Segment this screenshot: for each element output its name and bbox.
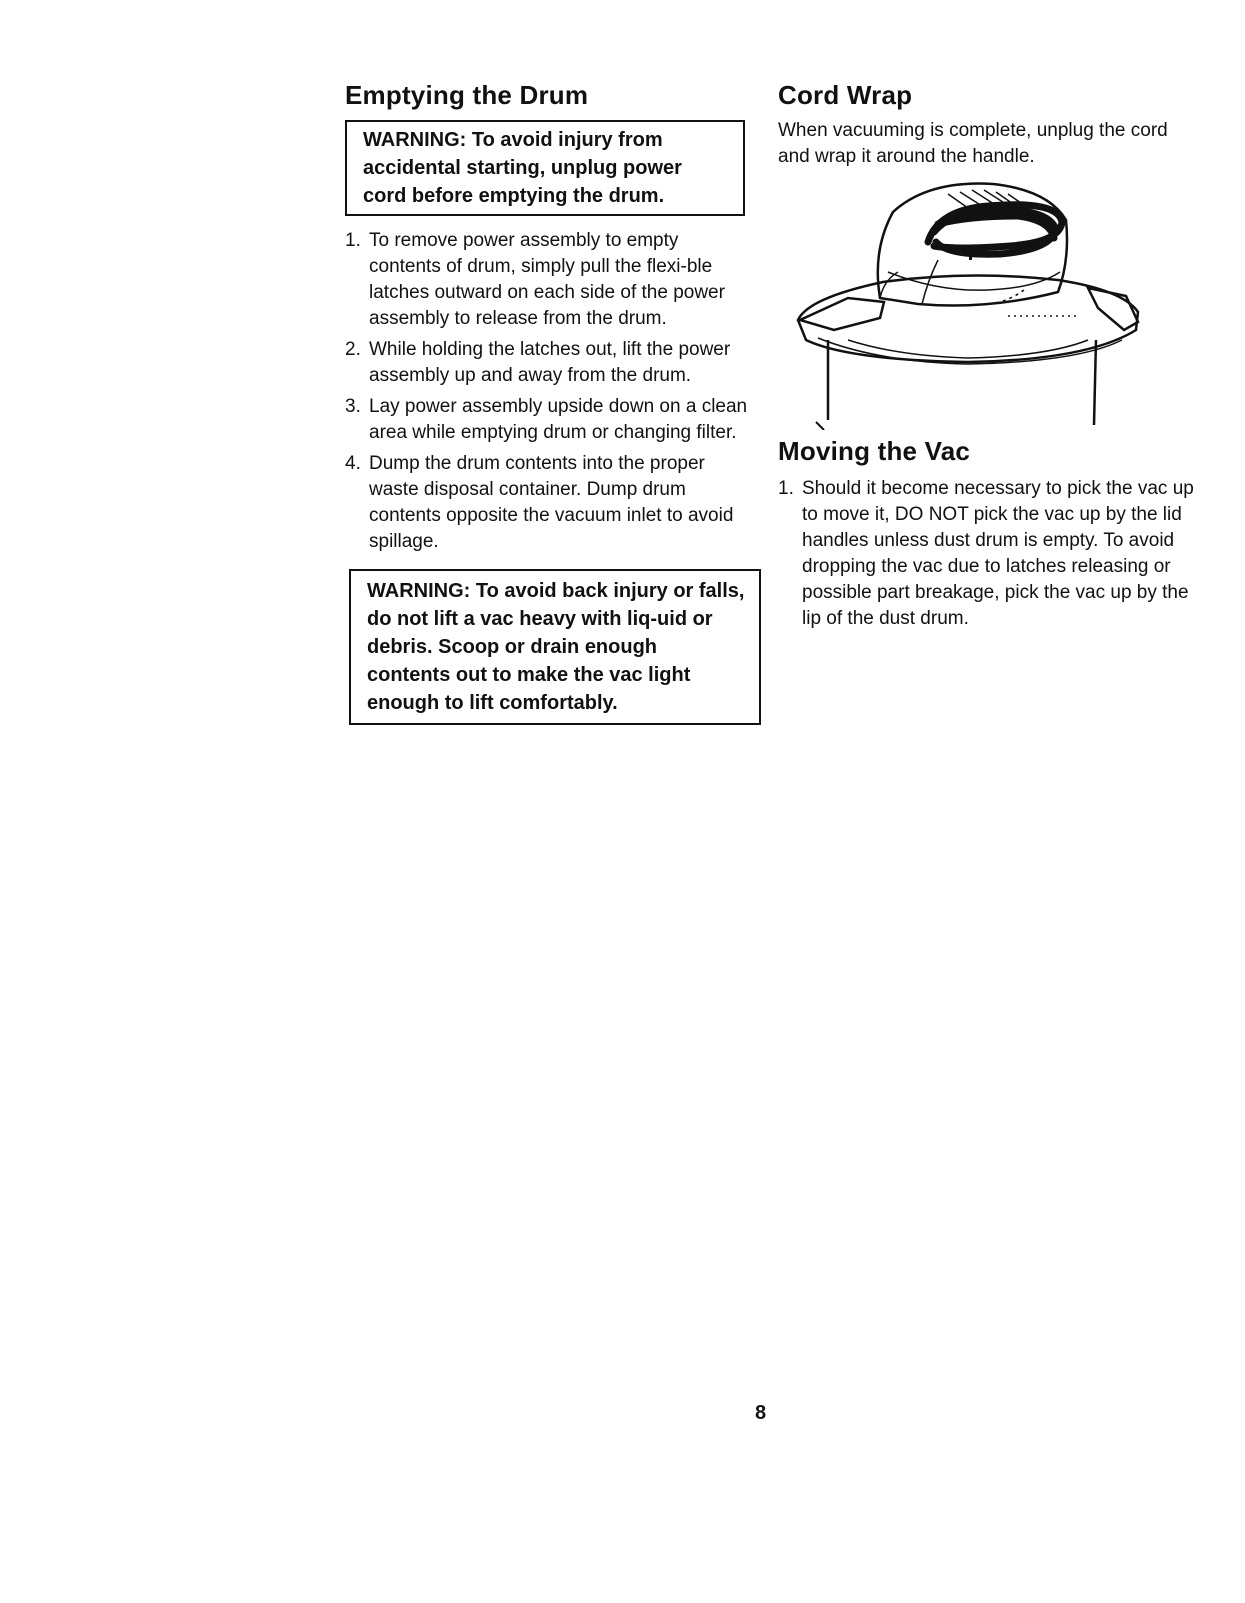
- step-text: Lay power assembly upside down on a clean area while emptying drum or changing filter.: [369, 396, 748, 443]
- warning-back-injury-box: WARNING: To avoid back injury or falls, do not lift a vac heavy with liq-uid or debris. Scoop or drain enough contents out to make the vac light enough to lift comfortably.: [349, 569, 761, 725]
- list-item: [345, 394, 755, 446]
- emptying-drum-heading: Emptying the Drum: [345, 80, 589, 110]
- warning-injury-box: WARNING: To avoid injury from accidental starting, unplug power cord before emptying the drum.: [345, 120, 745, 216]
- list-item: [345, 337, 755, 389]
- cord-wrap-heading: Cord Wrap: [778, 80, 913, 110]
- emptying-drum-section: [345, 78, 755, 725]
- step-number: 3.: [345, 396, 361, 417]
- step-text: While holding the latches out, lift the power assembly up and away from the drum.: [369, 339, 731, 386]
- list-item: [345, 451, 755, 555]
- moving-vac-heading: Moving the Vac: [778, 436, 971, 466]
- moving-steps-list: [778, 476, 1198, 632]
- vacuum-drawing: [788, 180, 1148, 430]
- right-column: [778, 78, 1198, 637]
- step-number: 1.: [778, 478, 794, 499]
- cord-wrap-text: When vacuuming is complete, unplug the cord and wrap it around the handle.: [778, 120, 1168, 167]
- step-text: Should it become necessary to pick the vac up to move it, DO NOT pick the vac up by the lid handles unless dust drum is empty. To avoid dropping the vac due to latches releasing or possible part breakage, pick the vac up by the lip of the dust drum.: [802, 478, 1194, 629]
- list-item: [778, 476, 1198, 632]
- emptying-steps-list: [345, 228, 755, 555]
- step-text: To remove power assembly to empty contents of drum, simply pull the flexi-ble latches outward on each side of the power assembly to release from the drum.: [369, 230, 725, 329]
- vac-cord-wrap-illustration: [788, 180, 1148, 430]
- page-number: 8: [755, 1402, 767, 1424]
- step-number: 2.: [345, 339, 361, 360]
- step-number: 4.: [345, 453, 361, 474]
- step-number: 1.: [345, 230, 361, 251]
- list-item: [345, 228, 755, 332]
- step-text: Dump the drum contents into the proper waste disposal container. Dump drum contents opposite the vacuum inlet to avoid spillage.: [369, 453, 734, 552]
